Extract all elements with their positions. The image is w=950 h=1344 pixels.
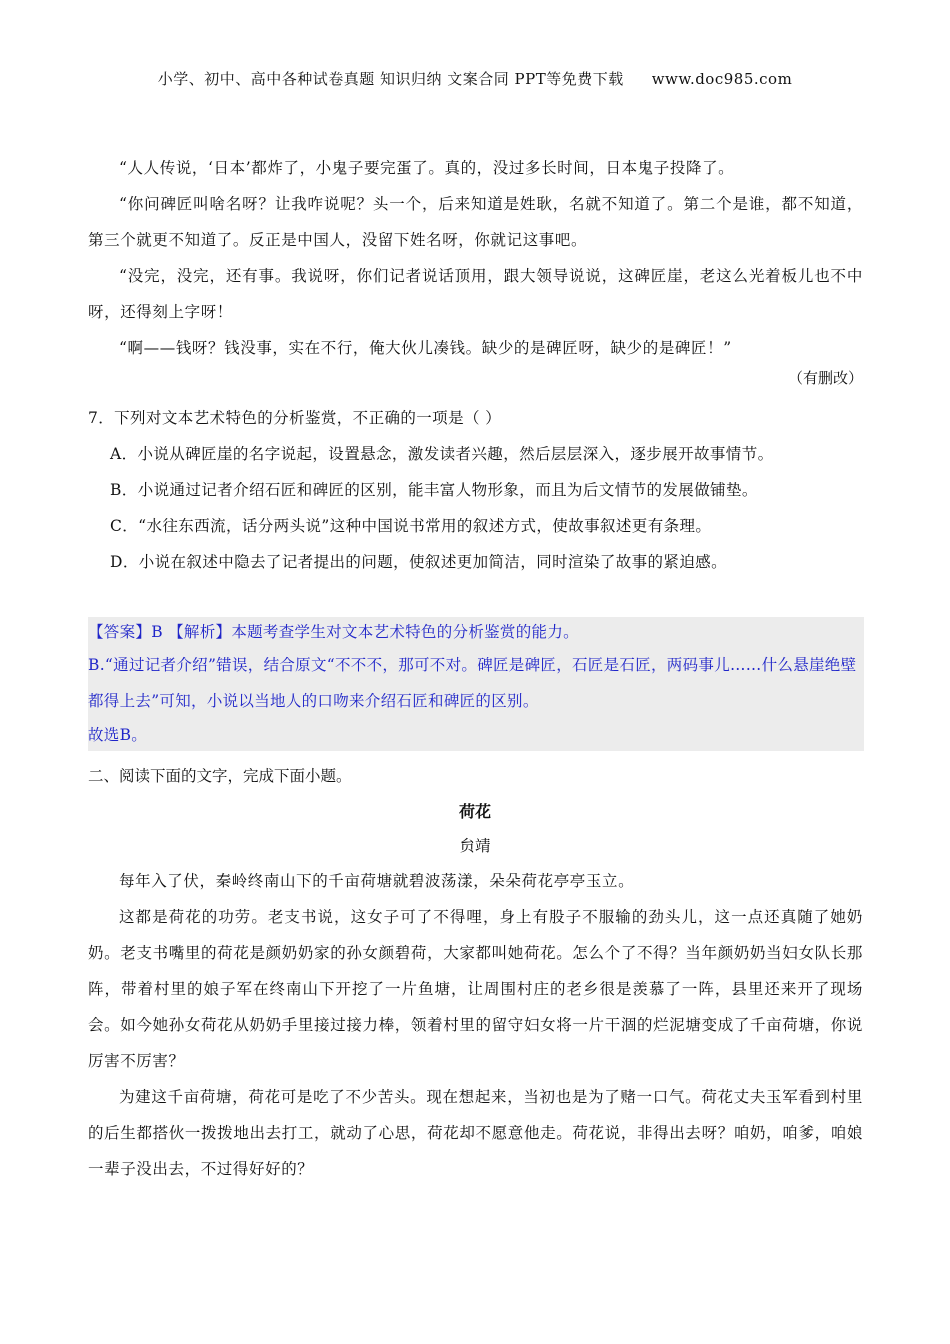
- article-body: [88, 863, 863, 1187]
- header-text: 小学、初中、高中各种试卷真题 知识归纳 文案合同 PPT等免费下载: [157, 70, 624, 88]
- answer-line: 【答案】B 【解析】本题考查学生对文本艺术特色的分析鉴赏的能力。: [88, 623, 579, 641]
- option-a: A．小说从碑匠崖的名字说起，设置悬念，激发读者兴趣，然后层层深入，逐步展开故事情节。: [110, 445, 774, 463]
- story-paragraph: “没完，没完，还有事。我说呀，你们记者说话顶用，跟大领导说说，这碑匠崖，老这么光着板儿也不中呀，还得刻上字呀！: [88, 267, 863, 321]
- story-paragraph: “人人传说，‘日本’都炸了，小鬼子要完蛋了。真的，没过多长时间，日本鬼子投降了。: [119, 159, 735, 177]
- question-7: [88, 400, 863, 580]
- option-d: D．小说在叙述中隐去了记者提出的问题，使叙述更加简洁，同时渲染了故事的紧迫感。: [110, 553, 728, 571]
- question-stem: 7．下列对文本艺术特色的分析鉴赏，不正确的一项是（ ）: [88, 409, 502, 427]
- answer-box: [88, 617, 864, 751]
- article-title: 荷花: [458, 802, 491, 821]
- page-header: [0, 68, 950, 89]
- story-paragraph: “你问碑匠叫啥名呀？让我咋说呢？头一个，后来知道是姓耿，名就不知道了。第二个是谁，都不知道，第三个就更不知道了。反正是中国人，没留下姓名呀，你就记这事吧。: [88, 195, 863, 249]
- story-paragraph: “啊——钱呀？钱没事，实在不行，俺大伙儿凑钱。缺少的是碑匠呀，缺少的是碑匠！”: [119, 339, 732, 357]
- edit-note: （有删改）: [787, 369, 863, 387]
- article-paragraph: 每年入了伏，秦岭终南山下的千亩荷塘就碧波荡漾，朵朵荷花亭亭玉立。: [119, 872, 635, 890]
- article-author: 贠靖: [459, 837, 491, 855]
- section-heading: 二、阅读下面的文字，完成下面小题。: [88, 767, 352, 785]
- article-paragraph: 这都是荷花的功劳。老支书说，这女子可了不得哩，身上有股子不服输的劲头儿，这一点还真随了她奶奶。老支书嘴里的荷花是颜奶奶家的孙女颜碧荷，大家都叫她荷花。怎么个了不得？当年颜奶奶当妇女队长那阵，带着村里的娘子军在终南山下开挖了一片鱼塘，让周围村庄的老乡很是羡慕了一阵，县里还来开了现场会。如今她孙女荷花从奶奶手里接过接力棒，领着村里的留守妇女将一片干涸的烂泥塘变成了千亩荷塘，你说厉害不厉害？: [88, 908, 863, 1070]
- story-tail: [88, 150, 863, 390]
- option-c: C．“水往东西流，话分两头说”这种中国说书常用的叙述方式，使故事叙述更有条理。: [110, 517, 712, 535]
- analysis-line: B.“通过记者介绍”错误，结合原文“不不不，那可不对。碑匠是碑匠，石匠是石匠，两码事儿……什么悬崖绝壁都得上去”可知，小说以当地人的口吻来介绍石匠和碑匠的区别。: [88, 656, 857, 710]
- header-url[interactable]: www.doc985.com: [651, 70, 793, 88]
- article-paragraph: 为建这千亩荷塘，荷花可是吃了不少苦头。现在想起来，当初也是为了赌一口气。荷花丈夫玉军看到村里的后生都搭伙一拨拨地出去打工，就动了心思，荷花却不愿意他走。荷花说，非得出去呀？咱奶，咱爹，咱娘一辈子没出去，不过得好好的？: [88, 1088, 863, 1178]
- conclusion-line: 故选B。: [88, 726, 148, 744]
- option-b: B．小说通过记者介绍石匠和碑匠的区别，能丰富人物形象，而且为后文情节的发展做铺垫。: [110, 481, 758, 499]
